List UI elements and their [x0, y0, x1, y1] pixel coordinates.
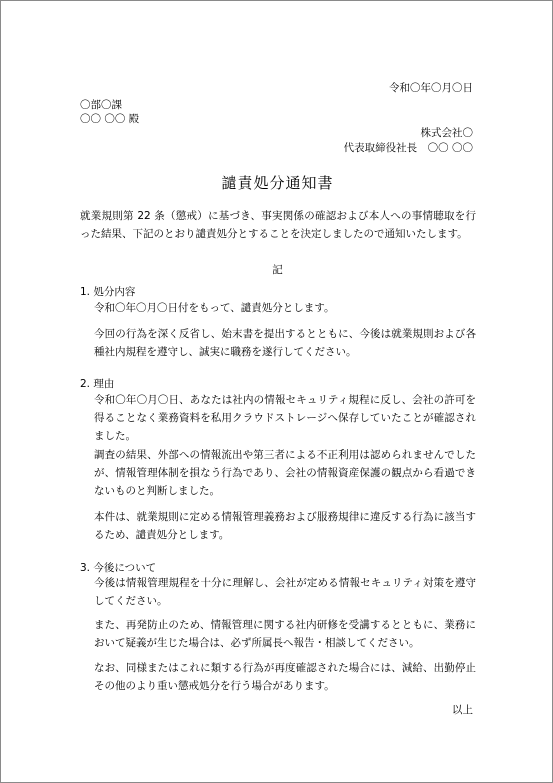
section-paragraph: 令和〇年〇月〇日、あなたは社内の情報セキュリティ規程に反し、会社の許可を得ることなく業務資料を私用クラウドストレージへ保存していたことが確認されました。 — [94, 394, 476, 442]
section-heading: 2. 理由 — [80, 378, 115, 390]
recipient-department: 〇部〇課 — [80, 99, 122, 111]
section-heading: 1. 処分内容 — [80, 286, 136, 298]
issue-date: 令和〇年〇月〇日 — [389, 82, 473, 94]
section-paragraph: なお、同様またはこれに類する行為が再度確認された場合には、減給、出勤停止その他のより重い懲戒処分を行う場合があります。 — [94, 662, 476, 692]
ki-marker: 記 — [272, 264, 283, 276]
section-paragraph: 調査の結果、外部への情報流出や第三者による不正利用は認められませんでしたが、情報管理体制を損なう行為であり、会社の情報資産保護の観点から看過できないものと判断しました。 — [94, 449, 476, 497]
document-title: 譴責処分通知書 — [221, 174, 334, 192]
section-paragraph: 今回の行為を深く反省し、始末書を提出するとともに、今後は就業規則および各種社内規程を遵守し、誠実に職務を遂行してください。 — [94, 328, 476, 358]
recipient-name: 〇〇 〇〇 殿 — [80, 113, 140, 125]
sender-name: 代表取締役社長 〇〇 〇〇 — [343, 142, 473, 154]
sender-company: 株式会社〇 — [420, 127, 473, 139]
section-paragraph: また、再発防止のため、情報管理に関する社内研修を受講するとともに、業務において疑義が生じた場合は、必ず所属長へ報告・相談してください。 — [94, 619, 476, 649]
section-heading: 3. 今後について — [80, 562, 157, 574]
section-paragraph: 令和〇年〇月〇日付をもって、譴責処分とします。 — [94, 302, 335, 314]
section-paragraph: 今後は情報管理規程を十分に理解し、会社が定める情報セキュリティ対策を遵守してください。 — [94, 577, 476, 607]
intro-paragraph: 就業規則第 22 条（懲戒）に基づき、事実関係の確認および本人への事情聴取を行った結果、下記のとおり譴責処分とすることを決定しましたので通知いたします。 — [80, 210, 476, 240]
closing-mark: 以上 — [452, 704, 473, 716]
section-paragraph: 本件は、就業規則に定める情報管理義務および服務規律に違反する行為に該当するため、譴責処分とします。 — [94, 511, 476, 541]
